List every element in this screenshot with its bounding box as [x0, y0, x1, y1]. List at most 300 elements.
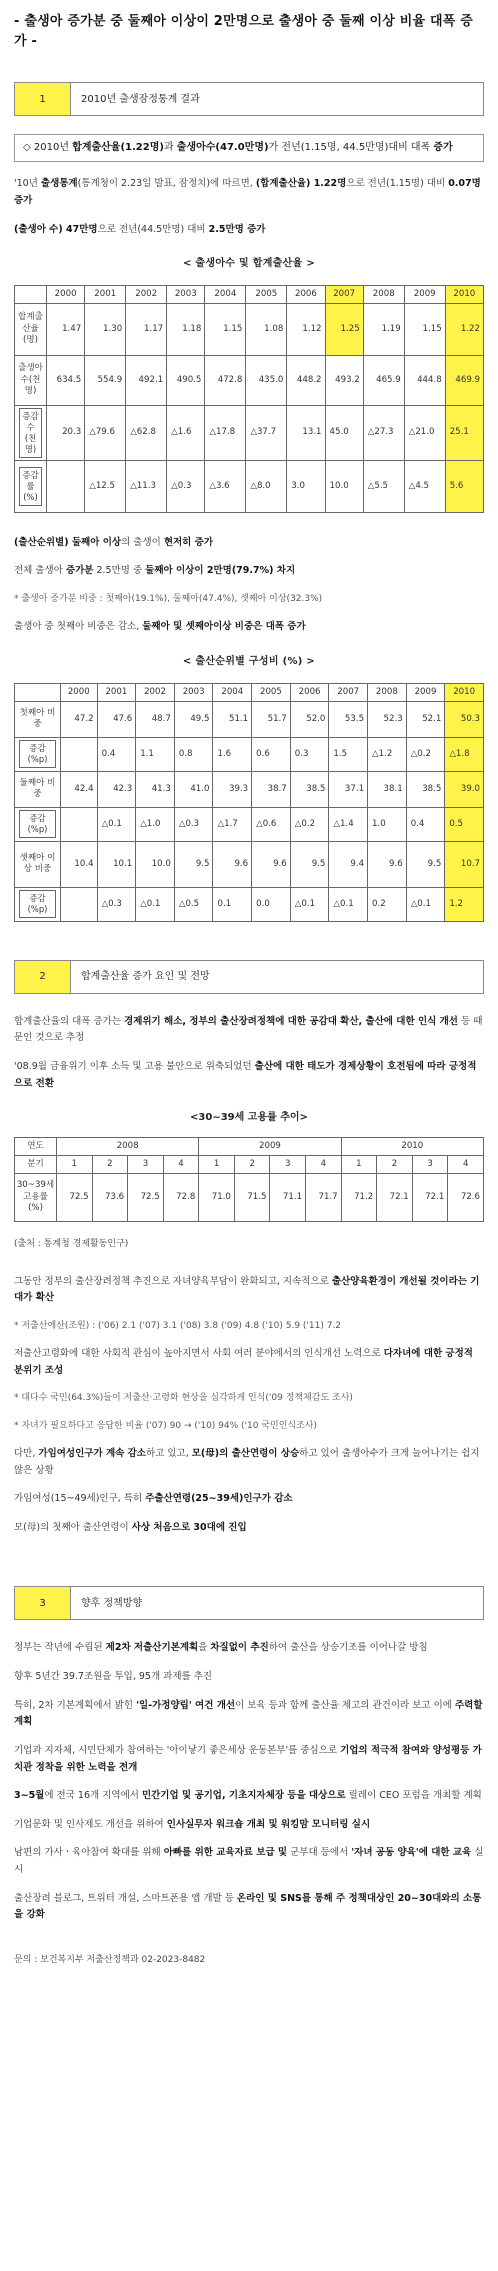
- data-cell: 472.8: [205, 356, 246, 406]
- contact-footer: 문의 : 보건복지부 저출산정책과 02-2023-8482: [14, 1954, 206, 1965]
- data-cell: 448.2: [287, 356, 325, 406]
- text: 실시: [14, 1847, 484, 1876]
- text: 출산장려 블로그, 트위터 개설, 스마트폰용 앱 개발 등: [14, 1892, 237, 1904]
- text: 기업과 지자체, 시민단체가 참여하는 '아이낳기 좋은세상 운동본부'를 중심으로: [14, 1744, 341, 1756]
- data-cell: △0.1: [329, 887, 368, 921]
- text: 등 때문인 것으로 추정: [14, 1015, 483, 1044]
- data-cell: [47, 460, 85, 512]
- row-label: 증감률(%): [19, 467, 42, 506]
- footnote: * 출생아 증가분 비중 : 첫째아(19.1%), 둘째아(47.4%), 셋째아 이상(32.3%): [14, 593, 323, 604]
- year-cell: 2005: [246, 286, 287, 304]
- table-row: [15, 356, 484, 406]
- data-cell: 0.8: [174, 737, 213, 771]
- data-cell: 0.0: [252, 887, 291, 921]
- summary-text: ◇ 2010년: [23, 142, 73, 154]
- data-cell: 45.0: [325, 406, 363, 461]
- bold-text: 2.5만명 증가: [208, 223, 266, 235]
- births-tfr-table: [14, 285, 484, 513]
- paragraph: [14, 1743, 484, 1776]
- data-cell: 0.1: [213, 887, 252, 921]
- paragraph: [14, 619, 484, 636]
- data-cell: 0.3: [290, 737, 329, 771]
- paragraph: [14, 1788, 484, 1805]
- bold-text: 3~5월: [14, 1790, 45, 1802]
- data-cell: 493.2: [325, 356, 363, 406]
- data-cell: 71.2: [341, 1174, 377, 1222]
- data-cell: 634.5: [47, 356, 85, 406]
- table-header-row: [15, 286, 484, 304]
- data-cell: 42.3: [97, 771, 136, 807]
- data-cell: 465.9: [363, 356, 404, 406]
- data-cell: △1.8: [445, 737, 484, 771]
- data-cell: 38.1: [368, 771, 407, 807]
- data-cell: △8.0: [246, 460, 287, 512]
- row-label: 30~39세 고용률(%): [15, 1174, 57, 1222]
- summary-text: 가 전년(1.15명, 44.5만명)대비 대폭: [268, 142, 434, 154]
- year-cell: 2008: [368, 683, 407, 701]
- table-caption: < 출생아수 및 합계출산율 >: [182, 258, 316, 270]
- text: 기업문화 및 인사제도 개선을 위하여: [14, 1818, 167, 1830]
- paragraph: [14, 535, 484, 552]
- section-header-1: [14, 82, 484, 116]
- employment-rate-table: [14, 1137, 484, 1222]
- data-cell: 47.2: [61, 701, 98, 737]
- text: 릴레이 CEO 포럼을 개최할 계획: [345, 1790, 482, 1802]
- data-cell: 1.12: [287, 304, 325, 356]
- data-cell: 71.1: [270, 1174, 306, 1222]
- row-label: 둘째아 비중: [15, 771, 61, 807]
- table-row: [15, 841, 484, 887]
- data-cell: 1.0: [368, 807, 407, 841]
- bold-text: 사상 처음으로 30대에 진입: [131, 1521, 247, 1533]
- data-cell: △0.2: [406, 737, 445, 771]
- paragraph: [14, 1520, 484, 1537]
- section-title: 합계출산율 증가 요인 및 전망: [71, 961, 210, 993]
- summary-bold: 출생아수(47.0만명): [176, 142, 269, 154]
- data-cell: 9.6: [368, 841, 407, 887]
- data-cell: 1.22: [445, 304, 483, 356]
- data-cell: 71.7: [306, 1174, 342, 1222]
- bold-text: 0.07명 증가: [14, 178, 481, 206]
- text: 가임여성(15~49세)인구, 특히: [14, 1493, 146, 1505]
- data-cell: 72.5: [57, 1174, 93, 1222]
- data-cell: 10.1: [97, 841, 136, 887]
- section-number: 3: [15, 1587, 71, 1619]
- data-cell: 47.6: [97, 701, 136, 737]
- paragraph: [14, 1845, 484, 1878]
- table-caption: <30~39세 고용률 추이>: [190, 1112, 308, 1124]
- text: 2.5만명 중: [93, 565, 146, 577]
- year-cell: 2001: [97, 683, 136, 701]
- paragraph: [14, 1014, 484, 1047]
- bold-text: 제2차 저출산기본계획: [105, 1642, 199, 1654]
- summary-box: [14, 134, 484, 162]
- data-cell: 52.1: [406, 701, 445, 737]
- data-cell: 50.3: [445, 701, 484, 737]
- bold-text: 증가분: [65, 565, 94, 577]
- data-cell: 10.4: [61, 841, 98, 887]
- data-cell: 435.0: [246, 356, 287, 406]
- data-cell: △5.5: [363, 460, 404, 512]
- bold-text: 주력할 계획: [14, 1699, 483, 1728]
- quarter-cell: 2: [92, 1156, 128, 1174]
- bold-text: 모(母)의 출산연령이 상승: [191, 1447, 300, 1459]
- year-cell: 2000: [61, 683, 98, 701]
- paragraph: 향후 5년간 39.7조원을 투입, 95개 과제를 추진: [14, 1671, 213, 1683]
- table-row: [15, 460, 484, 512]
- year-cell: 2003: [174, 683, 213, 701]
- row-label: 첫째아 비중: [15, 701, 61, 737]
- data-cell: 492.1: [126, 356, 167, 406]
- text: 을: [198, 1642, 211, 1654]
- quarter-cell: 2: [377, 1156, 413, 1174]
- data-cell: 10.0: [136, 841, 175, 887]
- bold-text: (출산순위별) 둘째아 이상: [14, 536, 122, 548]
- empty-cell: [15, 683, 61, 701]
- row-label: 합계출산율(명): [15, 304, 47, 356]
- table-row: [15, 737, 484, 771]
- bold-text: 둘째아 이상이 2만명(79.7%) 차지: [145, 565, 296, 577]
- quarter-cell: 4: [448, 1156, 484, 1174]
- text: 남편의 가사ㆍ육아참여 확대를 위해: [14, 1847, 164, 1859]
- data-cell: △21.0: [404, 406, 445, 461]
- data-cell: △27.3: [363, 406, 404, 461]
- data-cell: 554.9: [85, 356, 126, 406]
- text: 정부는 작년에 수립된: [14, 1642, 106, 1654]
- data-cell: 1.5: [329, 737, 368, 771]
- data-cell: △0.1: [97, 807, 136, 841]
- year-cell: 2002: [136, 683, 175, 701]
- year-cell: 2008: [363, 286, 404, 304]
- data-cell: 72.1: [412, 1174, 448, 1222]
- data-cell: 1.08: [246, 304, 287, 356]
- text: 의 출생이: [121, 536, 164, 548]
- section-header-3: [14, 1586, 484, 1620]
- text: 출생아 중 첫째아 비중은 감소,: [14, 621, 143, 633]
- data-cell: 0.4: [97, 737, 136, 771]
- bold-text: 다자녀에 대한 긍정적 분위기 조성: [14, 1348, 473, 1376]
- data-cell: 72.6: [448, 1174, 484, 1222]
- text: 하여 출산을 상승기조를 이어나갈 방침: [268, 1642, 428, 1654]
- year-cell: 2003: [167, 286, 205, 304]
- year-cell: 2009: [199, 1138, 341, 1156]
- data-cell: 13.1: [287, 406, 325, 461]
- year-cell: 2000: [47, 286, 85, 304]
- bold-text: '일-가정양립' 여건 개선: [136, 1699, 236, 1711]
- data-cell: 72.8: [163, 1174, 199, 1222]
- data-cell: △1.0: [136, 807, 175, 841]
- data-cell: [61, 807, 98, 841]
- year-cell: 2002: [126, 286, 167, 304]
- text: 하고 있어 출생아수가 크게 늘어나기는 쉽지 않은 상황: [14, 1447, 480, 1476]
- table-header-row: [15, 1156, 484, 1174]
- data-cell: 9.5: [290, 841, 329, 887]
- data-cell: 1.15: [404, 304, 445, 356]
- summary-bold: 합계출산율(1.22명): [72, 142, 164, 154]
- data-cell: 10.0: [325, 460, 363, 512]
- summary-bold: 증가: [433, 142, 453, 154]
- quarter-cell: 3: [128, 1156, 164, 1174]
- text: 이 보육 등과 함께 출산율 제고의 관건이라 보고 이에: [235, 1699, 455, 1711]
- paragraph: [14, 1446, 484, 1479]
- data-cell: [61, 737, 98, 771]
- table-row: [15, 887, 484, 921]
- data-cell: 71.0: [199, 1174, 235, 1222]
- year-cell: 2004: [205, 286, 246, 304]
- text: 모(母)의 첫째아 출산연령이: [14, 1521, 132, 1533]
- source-note: (출처 : 통계청 경제활동인구): [14, 1239, 129, 1250]
- quarter-cell: 1: [341, 1156, 377, 1174]
- data-cell: △1.7: [213, 807, 252, 841]
- data-cell: 1.30: [85, 304, 126, 356]
- data-cell: 0.6: [252, 737, 291, 771]
- data-cell: △79.6: [85, 406, 126, 461]
- data-cell: 9.4: [329, 841, 368, 887]
- data-cell: 38.5: [290, 771, 329, 807]
- table-row: [15, 771, 484, 807]
- data-cell: △3.6: [205, 460, 246, 512]
- paragraph: [14, 1059, 484, 1092]
- footnote: * 저출산예산(조원) : ('06) 2.1 ('07) 3.1 ('08) 3.8 ('09) 4.8 ('10) 5.9 ('11) 7.2: [14, 1320, 342, 1331]
- empty-cell: [15, 286, 47, 304]
- text: '10년: [14, 178, 41, 190]
- section-title: 향후 정책방향: [71, 1587, 142, 1619]
- bold-text: (출생아 수) 47만명: [14, 223, 98, 235]
- data-cell: △0.1: [290, 887, 329, 921]
- paragraph: [14, 1274, 484, 1307]
- data-cell: △0.1: [406, 887, 445, 921]
- bold-text: 출산양육환경이 개선될 것이라는 기대가 확산: [14, 1275, 480, 1304]
- text: 으로 전년(1.15명) 대비: [346, 178, 449, 190]
- table-row: [15, 406, 484, 461]
- data-cell: 0.4: [406, 807, 445, 841]
- data-cell: 42.4: [61, 771, 98, 807]
- year-cell: 2010: [445, 683, 484, 701]
- data-cell: 1.17: [126, 304, 167, 356]
- text: (통계청이 2.23일 발표, 잠정치)에 따르면,: [77, 178, 256, 190]
- data-cell: 469.9: [445, 356, 483, 406]
- year-cell: 2004: [213, 683, 252, 701]
- paragraph: [14, 1698, 484, 1731]
- data-cell: 39.3: [213, 771, 252, 807]
- text: 합계출산율의 대폭 증가는: [14, 1015, 125, 1027]
- table-row: [15, 304, 484, 356]
- footnote: * 대다수 국민(64.3%)들이 저출산·고령화 현상을 심각하게 인식('09 정책체감도 조사): [14, 1393, 353, 1404]
- data-cell: △17.8: [205, 406, 246, 461]
- bold-text: 출생통계: [40, 178, 78, 190]
- paragraph: [14, 1346, 484, 1379]
- data-cell: 1.15: [205, 304, 246, 356]
- data-cell: △0.1: [136, 887, 175, 921]
- table-header-row: [15, 1138, 484, 1156]
- data-cell: 51.1: [213, 701, 252, 737]
- data-cell: 49.5: [174, 701, 213, 737]
- data-cell: 38.7: [252, 771, 291, 807]
- data-cell: 0.2: [368, 887, 407, 921]
- year-cell: 2005: [252, 683, 291, 701]
- bold-text: 아빠를 위한 교육자료 보급 및: [163, 1847, 288, 1859]
- data-cell: 5.6: [445, 460, 483, 512]
- data-cell: 1.2: [445, 887, 484, 921]
- data-cell: △0.3: [174, 807, 213, 841]
- data-cell: 53.5: [329, 701, 368, 737]
- quarter-cell: 3: [270, 1156, 306, 1174]
- text: 하고 있고,: [145, 1447, 192, 1459]
- row-label: 증감수(천명): [19, 408, 42, 458]
- year-cell: 2006: [287, 286, 325, 304]
- row-label-cell: [15, 737, 61, 771]
- year-cell: 2001: [85, 286, 126, 304]
- data-cell: 48.7: [136, 701, 175, 737]
- header-cell: 분기: [15, 1156, 57, 1174]
- text: 으로 전년(44.5만명) 대비: [97, 223, 209, 235]
- data-cell: 52.0: [290, 701, 329, 737]
- data-cell: 1.19: [363, 304, 404, 356]
- data-cell: 25.1: [445, 406, 483, 461]
- table-row: [15, 701, 484, 737]
- data-cell: △1.4: [329, 807, 368, 841]
- data-cell: 71.5: [234, 1174, 270, 1222]
- row-label-cell: [15, 807, 61, 841]
- year-cell: 2009: [404, 286, 445, 304]
- data-cell: 444.8: [404, 356, 445, 406]
- data-cell: △0.3: [167, 460, 205, 512]
- bold-text: 현저히 증가: [163, 536, 214, 548]
- year-cell: 2010: [341, 1138, 483, 1156]
- section-title: 2010년 출생잠정통계 결과: [71, 83, 200, 115]
- text: 전체 출생아: [14, 565, 66, 577]
- bold-text: 주출산연령(25~39세)인구가 감소: [145, 1493, 293, 1505]
- data-cell: △0.2: [290, 807, 329, 841]
- row-label-cell: [15, 887, 61, 921]
- footnote: * 자녀가 필요하다고 응답한 비율 ('07) 90 → ('10) 94% ('10 국민인식조사): [14, 1420, 317, 1431]
- data-cell: △1.6: [167, 406, 205, 461]
- data-cell: 73.6: [92, 1174, 128, 1222]
- quarter-cell: 4: [306, 1156, 342, 1174]
- summary-text: 과: [163, 142, 177, 154]
- data-cell: 41.0: [174, 771, 213, 807]
- row-label: 증감(%p): [19, 890, 56, 918]
- data-cell: 20.3: [47, 406, 85, 461]
- data-cell: 9.6: [252, 841, 291, 887]
- data-cell: 9.5: [406, 841, 445, 887]
- data-cell: 1.1: [136, 737, 175, 771]
- quarter-cell: 2: [234, 1156, 270, 1174]
- data-cell: 0.5: [445, 807, 484, 841]
- paragraph: [14, 1640, 484, 1657]
- data-cell: 9.6: [213, 841, 252, 887]
- data-cell: 3.0: [287, 460, 325, 512]
- data-cell: 1.6: [213, 737, 252, 771]
- data-cell: 39.0: [445, 771, 484, 807]
- data-cell: △0.6: [252, 807, 291, 841]
- section-header-2: [14, 960, 484, 994]
- bold-text: 기업의 적극적 참여와 양성평등 가치관 정착을 위한 노력을 전개: [14, 1744, 482, 1773]
- bold-text: 출산에 대한 태도가 경제상황이 호전됨에 따라 긍정적으로 전환: [14, 1061, 477, 1089]
- quarter-cell: 3: [412, 1156, 448, 1174]
- year-cell: 2010: [445, 286, 483, 304]
- data-cell: 1.47: [47, 304, 85, 356]
- data-cell: 41.3: [136, 771, 175, 807]
- data-cell: 490.5: [167, 356, 205, 406]
- data-cell: 10.7: [445, 841, 484, 887]
- data-cell: 38.5: [406, 771, 445, 807]
- year-cell: 2007: [329, 683, 368, 701]
- year-cell: 2006: [290, 683, 329, 701]
- bold-text: 인사실무자 워크숍 개최 및 워킹맘 모니터링 실시: [166, 1818, 371, 1830]
- row-label: 증감(%p): [19, 810, 56, 838]
- text: 에 전국 16개 지역에서: [44, 1790, 142, 1802]
- data-cell: △0.3: [97, 887, 136, 921]
- data-cell: 9.5: [174, 841, 213, 887]
- data-cell: 1.18: [167, 304, 205, 356]
- text: 특히, 2차 기본계획에서 밝힌: [14, 1699, 137, 1711]
- birth-order-table: [14, 683, 484, 922]
- bold-text: (합계출산율) 1.22명: [255, 178, 347, 190]
- row-label: 출생아수(천명): [15, 356, 47, 406]
- row-label: 셋째아 이상 비중: [15, 841, 61, 887]
- bold-text: 둘째아 및 셋째아이상 비중은 대폭 증가: [142, 621, 306, 633]
- year-cell: 2008: [57, 1138, 199, 1156]
- data-cell: 51.7: [252, 701, 291, 737]
- section-number: 1: [15, 83, 71, 115]
- data-cell: [61, 887, 98, 921]
- paragraph: [14, 1491, 484, 1508]
- paragraph: [14, 1891, 484, 1924]
- paragraph: [14, 563, 484, 580]
- text: '08.9월 금융위기 이후 소득 및 고용 불안으로 위축되었던: [14, 1061, 255, 1073]
- data-cell: △1.2: [368, 737, 407, 771]
- section-number: 2: [15, 961, 71, 993]
- table-caption: < 출산순위별 구성비 (%) >: [182, 655, 316, 667]
- text: 군부대 등에서: [287, 1847, 352, 1859]
- text: 그동안 정부의 출산장려정책 추진으로 자녀양육부담이 완화되고, 지속적으로: [14, 1275, 332, 1287]
- data-cell: 52.3: [368, 701, 407, 737]
- table-row: [15, 1174, 484, 1222]
- bold-text: '자녀 공동 양육'에 대한 교육: [351, 1847, 472, 1859]
- bold-text: 경제위기 해소, 정부의 출산장려정책에 대한 공감대 확산, 출산에 대한 인식 개선: [124, 1015, 458, 1027]
- bold-text: 민간기업 및 공기업, 기초지자체장 등을 대상으로: [141, 1790, 346, 1802]
- year-cell: 2009: [406, 683, 445, 701]
- table-row: [15, 807, 484, 841]
- paragraph: [14, 176, 484, 209]
- row-label-cell: [15, 460, 47, 512]
- data-cell: 1.25: [325, 304, 363, 356]
- data-cell: △0.5: [174, 887, 213, 921]
- quarter-cell: 1: [57, 1156, 93, 1174]
- text: 저출산고령화에 대한 사회적 관심이 높아지면서 사회 여러 분야에서의 인식개선 노력으로: [14, 1348, 384, 1360]
- data-cell: △11.3: [126, 460, 167, 512]
- data-cell: △62.8: [126, 406, 167, 461]
- year-cell: 2007: [325, 286, 363, 304]
- paragraph: [14, 222, 484, 239]
- row-label-cell: [15, 406, 47, 461]
- bold-text: 온라인 및 SNS를 통해 주 정책대상인 20~30대와의 소통을 강화: [14, 1892, 482, 1921]
- bold-text: 차질없이 추진: [210, 1642, 269, 1654]
- table-header-row: [15, 683, 484, 701]
- row-label: 증감(%p): [19, 740, 56, 768]
- data-cell: △12.5: [85, 460, 126, 512]
- data-cell: △4.5: [404, 460, 445, 512]
- quarter-cell: 4: [163, 1156, 199, 1174]
- data-cell: 72.5: [128, 1174, 164, 1222]
- data-cell: 37.1: [329, 771, 368, 807]
- data-cell: △37.7: [246, 406, 287, 461]
- data-cell: 72.1: [377, 1174, 413, 1222]
- header-cell: 연도: [15, 1138, 57, 1156]
- quarter-cell: 1: [199, 1156, 235, 1174]
- bold-text: 가임여성인구가 계속 감소: [38, 1447, 146, 1459]
